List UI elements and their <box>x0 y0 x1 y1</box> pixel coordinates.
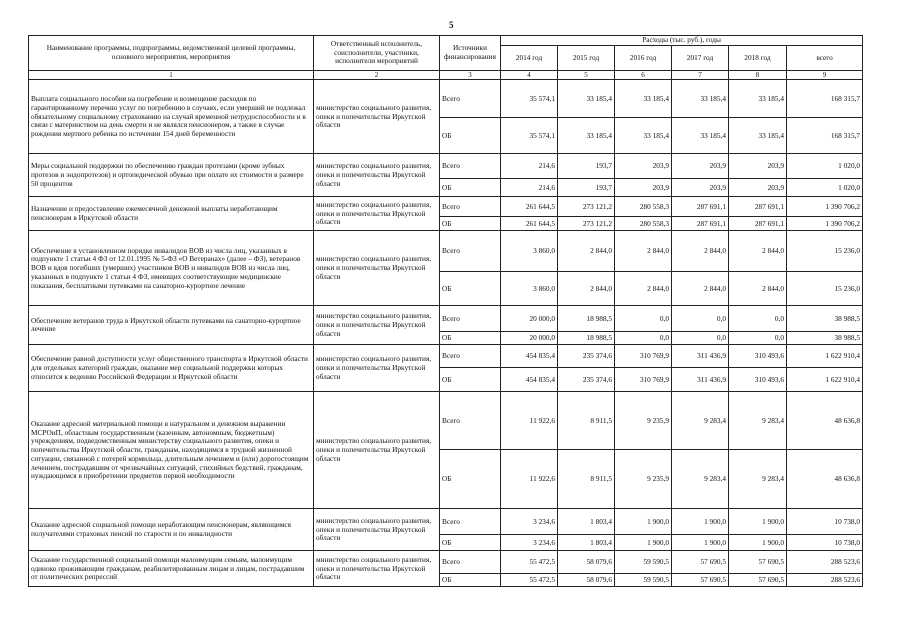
measure-name-cell: Оказание адресной социальной помощи неработающим пенсионерам, являющимся получателями страховых пенсий по старости и по инвалидности <box>29 509 314 551</box>
total-value-cell: 15 236,0 <box>787 272 863 306</box>
year-value-cell: 33 185,4 <box>729 80 787 118</box>
measure-name-cell: Обеспечение ветеранов труда в Иркутской области путевками на санаторно-курортное лечение <box>29 306 314 345</box>
table-row <box>29 345 863 368</box>
year-value-cell: 280 558,3 <box>615 217 672 231</box>
funding-source-cell: Всего <box>440 551 501 574</box>
year-value-cell: 214,6 <box>501 154 558 179</box>
year-value-cell: 1 900,0 <box>729 509 787 535</box>
year-value-cell: 3 234,6 <box>501 535 558 551</box>
total-value-cell: 288 523,6 <box>787 574 863 587</box>
year-value-cell: 1 900,0 <box>672 535 729 551</box>
header-year: 2016 год <box>615 46 672 71</box>
table-row <box>29 306 863 332</box>
year-value-cell: 273 121,2 <box>558 197 615 217</box>
measure-name-cell: Оказание государственной социальной помощи малоимущим семьям, малоимущим одиноко проживающим гражданам, реабилитированным лицам и лицам, пострадавшим от политических репрессий <box>29 551 314 587</box>
year-value-cell: 33 185,4 <box>672 80 729 118</box>
year-value-cell: 0,0 <box>729 332 787 345</box>
funding-source-cell: Всего <box>440 306 501 332</box>
year-value-cell: 3 860,0 <box>501 272 558 306</box>
year-value-cell: 235 374,6 <box>558 368 615 392</box>
year-value-cell: 59 590,5 <box>615 551 672 574</box>
year-value-cell: 57 690,5 <box>672 551 729 574</box>
year-value-cell: 2 844,0 <box>558 231 615 272</box>
total-value-cell: 288 523,6 <box>787 551 863 574</box>
funding-source-cell: Всего <box>440 231 501 272</box>
year-value-cell: 287 691,1 <box>672 217 729 231</box>
year-value-cell: 18 988,5 <box>558 332 615 345</box>
funding-source-cell: ОБ <box>440 450 501 509</box>
executor-cell: министерство социального развития, опеки и попечительства Иркутской области <box>314 551 440 587</box>
funding-source-cell: Всего <box>440 509 501 535</box>
header-year: 2018 год <box>729 46 787 71</box>
executor-cell: министерство социального развития, опеки и попечительства Иркутской области <box>314 306 440 345</box>
year-value-cell: 2 844,0 <box>558 272 615 306</box>
year-value-cell: 310 769,9 <box>615 368 672 392</box>
header-year: 2015 год <box>558 46 615 71</box>
total-value-cell: 1 020,0 <box>787 154 863 179</box>
year-value-cell: 9 283,4 <box>672 392 729 450</box>
year-value-cell: 1 803,4 <box>558 509 615 535</box>
year-value-cell: 0,0 <box>672 306 729 332</box>
table-body <box>29 80 863 587</box>
column-index: 8 <box>729 71 787 80</box>
year-value-cell: 55 472,5 <box>501 551 558 574</box>
year-value-cell: 3 234,6 <box>501 509 558 535</box>
year-value-cell: 203,9 <box>729 179 787 197</box>
total-value-cell: 168 315,7 <box>787 118 863 154</box>
year-value-cell: 280 558,3 <box>615 197 672 217</box>
year-value-cell: 9 283,4 <box>729 450 787 509</box>
year-value-cell: 11 922,6 <box>501 392 558 450</box>
year-value-cell: 2 844,0 <box>615 272 672 306</box>
year-value-cell: 55 472,5 <box>501 574 558 587</box>
year-value-cell: 57 690,5 <box>729 551 787 574</box>
header-source: Источники финансирования <box>440 36 501 71</box>
year-value-cell: 214,6 <box>501 179 558 197</box>
year-value-cell: 2 844,0 <box>729 272 787 306</box>
year-value-cell: 0,0 <box>672 332 729 345</box>
year-value-cell: 0,0 <box>615 306 672 332</box>
year-value-cell: 33 185,4 <box>672 118 729 154</box>
year-value-cell: 33 185,4 <box>558 80 615 118</box>
page-number: 5 <box>449 20 454 30</box>
year-value-cell: 1 900,0 <box>729 535 787 551</box>
year-value-cell: 57 690,5 <box>729 574 787 587</box>
column-index: 3 <box>440 71 501 80</box>
header-name: Наименование программы, подпрограммы, ведомственной целевой программы, основного мероприятия, мероприятия <box>29 36 314 71</box>
year-value-cell: 35 574,1 <box>501 118 558 154</box>
table-row <box>29 231 863 272</box>
total-value-cell: 10 738,0 <box>787 535 863 551</box>
year-value-cell: 3 860,0 <box>501 231 558 272</box>
year-value-cell: 57 690,5 <box>672 574 729 587</box>
funding-source-cell: Всего <box>440 80 501 118</box>
table-row <box>29 80 863 118</box>
total-value-cell: 168 315,7 <box>787 80 863 118</box>
year-value-cell: 203,9 <box>729 154 787 179</box>
total-value-cell: 1 622 910,4 <box>787 345 863 368</box>
year-value-cell: 33 185,4 <box>615 80 672 118</box>
measure-name-cell: Обеспечение в установленном порядке инвалидов ВОВ из числа лиц, указанных в подпункте 1 статьи 4 ФЗ от 12.01.1995 № 5-ФЗ «О Ветеранах» (далее – ФЗ), ветеранов ВОВ и вдов погибших (умерших) участников ВОВ и инвалидов ВОВ из числа лиц, указанных в подпункте 1 статьи 4 ФЗ, имеющих соответствующие медицинские показания, бесплатными путевками на санаторно-курортное лечение <box>29 231 314 306</box>
column-index: 2 <box>314 71 440 80</box>
column-index: 1 <box>29 71 314 80</box>
year-value-cell: 454 835,4 <box>501 368 558 392</box>
year-value-cell: 287 691,1 <box>672 197 729 217</box>
header-executor: Ответственный исполнитель, соисполнители, участники, исполнители мероприятий <box>314 36 440 71</box>
table-row <box>29 392 863 450</box>
year-value-cell: 273 121,2 <box>558 217 615 231</box>
year-value-cell: 9 283,4 <box>729 392 787 450</box>
year-value-cell: 9 235,9 <box>615 392 672 450</box>
total-value-cell: 15 236,0 <box>787 231 863 272</box>
total-value-cell: 10 738,0 <box>787 509 863 535</box>
total-value-cell: 38 988,5 <box>787 332 863 345</box>
funding-source-cell: Всего <box>440 345 501 368</box>
year-value-cell: 11 922,6 <box>501 450 558 509</box>
total-value-cell: 1 020,0 <box>787 179 863 197</box>
year-value-cell: 58 079,6 <box>558 574 615 587</box>
column-index: 9 <box>787 71 863 80</box>
executor-cell: министерство социального развития, опеки и попечительства Иркутской области <box>314 231 440 306</box>
year-value-cell: 1 900,0 <box>672 509 729 535</box>
year-value-cell: 203,9 <box>615 154 672 179</box>
column-index: 4 <box>501 71 558 80</box>
year-value-cell: 2 844,0 <box>672 272 729 306</box>
year-value-cell: 20 000,0 <box>501 332 558 345</box>
table-row <box>29 154 863 179</box>
year-value-cell: 261 644,5 <box>501 217 558 231</box>
year-value-cell: 310 493,6 <box>729 345 787 368</box>
measure-name-cell: Обеспечение равной доступности услуг общественного транспорта в Иркутской области для отдельных категорий граждан, оказание мер социальной поддержки которых относится к ведению Российской Федерации и Иркутской области <box>29 345 314 392</box>
year-value-cell: 33 185,4 <box>615 118 672 154</box>
year-value-cell: 310 493,6 <box>729 368 787 392</box>
header-total: всего <box>787 46 863 71</box>
executor-cell: министерство социального развития, опеки и попечительства Иркутской области <box>314 509 440 551</box>
year-value-cell: 8 911,5 <box>558 450 615 509</box>
measure-name-cell: Оказание адресной материальной помощи в натуральном и денежном выражении МСРОиП, областным государственным (казенным, автономным, бюджетным) учреждениям, подведомственным министерству социального развития, опеки и попечительства Иркутской области, гражданам, находящимся в трудной жизненной ситуации, связанной с потерей кормильца, длительным лечением и (или) дорогостоящим лечением, пострадавшим от чрезвычайных ситуаций, стихийных бедствий, гражданам, нуждающимся в приобретении предметов первой необходимости <box>29 392 314 509</box>
year-value-cell: 18 988,5 <box>558 306 615 332</box>
year-value-cell: 1 900,0 <box>615 509 672 535</box>
executor-cell: министерство социального развития, опеки и попечительства Иркутской области <box>314 154 440 197</box>
executor-cell: министерство социального развития, опеки и попечительства Иркутской области <box>314 80 440 154</box>
funding-source-cell: Всего <box>440 392 501 450</box>
funding-source-cell: ОБ <box>440 118 501 154</box>
header-year: 2014 год <box>501 46 558 71</box>
year-value-cell: 1 900,0 <box>615 535 672 551</box>
funding-source-cell: ОБ <box>440 535 501 551</box>
table-row <box>29 551 863 574</box>
year-value-cell: 35 574,1 <box>501 80 558 118</box>
year-value-cell: 1 803,4 <box>558 535 615 551</box>
table-row <box>29 509 863 535</box>
year-value-cell: 287 691,1 <box>729 217 787 231</box>
year-value-cell: 193,7 <box>558 154 615 179</box>
total-value-cell: 1 390 706,2 <box>787 217 863 231</box>
total-value-cell: 1 390 706,2 <box>787 197 863 217</box>
funding-source-cell: ОБ <box>440 217 501 231</box>
measure-name-cell: Назначение и предоставление ежемесячной денежной выплаты неработающим пенсионерам в Иркутской области <box>29 197 314 231</box>
year-value-cell: 454 835,4 <box>501 345 558 368</box>
column-index: 7 <box>672 71 729 80</box>
funding-source-cell: ОБ <box>440 574 501 587</box>
year-value-cell: 193,7 <box>558 179 615 197</box>
year-value-cell: 287 691,1 <box>729 197 787 217</box>
expenditure-table <box>28 35 863 587</box>
measure-name-cell: Меры социальной поддержки по обеспечению граждан протезами (кроме зубных протезов и эндопротезов) и ортопедической обувью при оплате их стоимости в размере 50 процентов <box>29 154 314 197</box>
total-value-cell: 48 636,8 <box>787 392 863 450</box>
funding-source-cell: Всего <box>440 154 501 179</box>
funding-source-cell: ОБ <box>440 179 501 197</box>
year-value-cell: 2 844,0 <box>729 231 787 272</box>
column-index-row <box>29 71 863 80</box>
year-value-cell: 261 644,5 <box>501 197 558 217</box>
funding-source-cell: ОБ <box>440 332 501 345</box>
column-index: 5 <box>558 71 615 80</box>
year-value-cell: 311 436,9 <box>672 345 729 368</box>
total-value-cell: 48 636,8 <box>787 450 863 509</box>
year-value-cell: 8 911,5 <box>558 392 615 450</box>
executor-cell: министерство социального развития, опеки и попечительства Иркутской области <box>314 197 440 231</box>
table-header <box>29 36 863 80</box>
year-value-cell: 33 185,4 <box>558 118 615 154</box>
header-year: 2017 год <box>672 46 729 71</box>
year-value-cell: 0,0 <box>615 332 672 345</box>
funding-source-cell: ОБ <box>440 368 501 392</box>
funding-source-cell: ОБ <box>440 272 501 306</box>
year-value-cell: 203,9 <box>615 179 672 197</box>
year-value-cell: 203,9 <box>672 154 729 179</box>
measure-name-cell: Выплата социального пособия на погребение и возмещение расходов по гарантированному перечню услуг по погребению в случаях, если умерший не подлежал обязательному социальному страхованию на случай временной нетрудоспособности и в связи с материнством на день смерти и не являлся пенсионером, а также в случае рождения мертвого ребенка по истечении 154 дней беременности <box>29 80 314 154</box>
column-index: 6 <box>615 71 672 80</box>
total-value-cell: 38 988,5 <box>787 306 863 332</box>
year-value-cell: 9 283,4 <box>672 450 729 509</box>
funding-source-cell: Всего <box>440 197 501 217</box>
total-value-cell: 1 622 910,4 <box>787 368 863 392</box>
year-value-cell: 9 235,9 <box>615 450 672 509</box>
year-value-cell: 33 185,4 <box>729 118 787 154</box>
year-value-cell: 203,9 <box>672 179 729 197</box>
year-value-cell: 0,0 <box>729 306 787 332</box>
year-value-cell: 235 374,6 <box>558 345 615 368</box>
executor-cell: министерство социального развития, опеки и попечительства Иркутской области <box>314 345 440 392</box>
year-value-cell: 2 844,0 <box>672 231 729 272</box>
year-value-cell: 310 769,9 <box>615 345 672 368</box>
year-value-cell: 311 436,9 <box>672 368 729 392</box>
executor-cell: министерство социального развития, опеки и попечительства Иркутской области <box>314 392 440 509</box>
year-value-cell: 20 000,0 <box>501 306 558 332</box>
year-value-cell: 2 844,0 <box>615 231 672 272</box>
table-row <box>29 197 863 217</box>
year-value-cell: 59 590,5 <box>615 574 672 587</box>
year-value-cell: 58 079,6 <box>558 551 615 574</box>
header-costs: Расходы (тыс. руб.), годы <box>501 36 863 46</box>
